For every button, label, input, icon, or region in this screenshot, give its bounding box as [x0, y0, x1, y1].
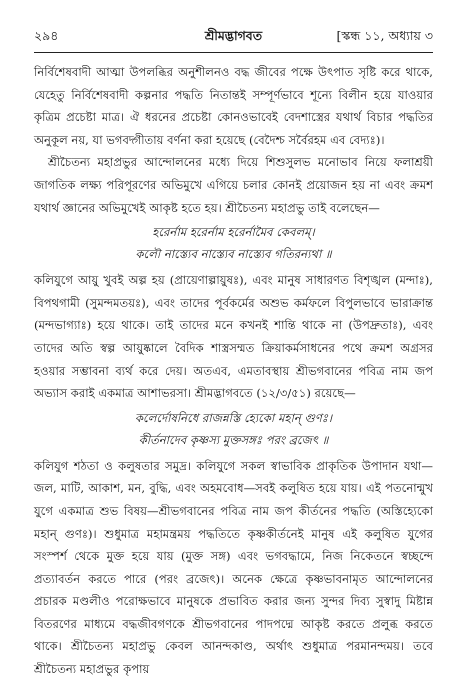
- book-title: শ্রীমদ্ভাগবত: [204, 28, 263, 43]
- paragraph-1: নির্বিশেষবাদী আত্মা উপলব্ধির অনুশীলনও বদ্ধ জীবের পক্ষে উৎপাত সৃষ্টি করে থাকে, যেহেতু নির্বিশেষবাদী কল্পনার পদ্ধতি নিতান্তই সম্পূর্ণভাবে শূন্যে বিলীন হয়ে যাওয়ার কৃত্রিম প্রচেষ্টা মাত্র। ঐ ধরনের প্রচেষ্টা কোনওভাবেই বেদশাস্ত্রের যথার্থ বিচার পদ্ধতির অনুকূল নয়, যা ভগবদ্গীতায় বর্ণনা করা হয়েছে (বেদৈশ্চ সর্বৈরহম এব বেদ্যঃ)।: [34, 65, 433, 147]
- verse-line: হরের্নাম হরের্নাম হরের্নামৈব কেবলম্।: [152, 225, 315, 240]
- paragraph-4: কলিযুগ শঠতা ও কলুষতার সমুদ্র। কলিযুগে সকল স্বাভাবিক প্রাকৃতিক উপাদান যথা—জল, মাটি, আকাশ, মন, বুদ্ধি, এবং অহমবোধ—সবই কলুষিত হয়ে যায়। এই পতনোন্মুখ যুগে একমাত্র শুভ বিষয়—শ্রীভগবানের পবিত্র নাম জপ কীর্তনের পদ্ধতি (অস্তিহ্যেকো মহান্ গুণঃ)। শুধুমাত্র মহামন্ত্রময় পদ্ধতিতে কৃষ্ণকীর্তনেই মানুষ এই কলুষিত যুগের সংস্পর্শ থেকে মুক্ত হয়ে যায় (মুক্ত সঙ্গ) এবং ভগবদ্ধামে, নিজ নিকেতনে স্বচ্ছন্দে প্রত্যাবর্তন করতে পারে (পরং ব্রজেৎ)। অনেক ক্ষেত্রে কৃষ্ণভাবনামৃত আন্দোলনের প্রচারক মণ্ডলীও পরোক্ষভাবে মানুষকে প্রভাবিত করার জন্য সুন্দর দিব্য সুস্বাদু মিষ্টান্ন বিতরণের মাধ্যমে বদ্ধজীবগণকে শ্রীভগবানের পাদপদ্মে আকৃষ্ট করতে প্রলুব্ধ করতে থাকে। শ্রীচৈতন্য মহাপ্রভু কেবল আনন্দকাণ্ড, অর্থাৎ শুধুমাত্র পরমানন্দময়। তবে শ্রীচৈতন্য মহাপ্রভুর কৃপায়: [34, 458, 433, 677]
- verse-line: কীর্তনাদেব কৃষ্ণস্য মুক্তসঙ্গঃ পরং ব্রজেৎ ॥: [138, 432, 329, 447]
- running-header: [34, 28, 433, 50]
- paragraph-3: কলিযুগে আয়ু খুবই অল্প হয় (প্রায়েণাল্পায়ুষঃ), এবং মানুষ সাধারণত বিশৃঙ্খল (মন্দাঃ), বিপথগামী (সুমন্দমতয়ঃ), এবং তাদের পূর্বকর্মের অশুভ কর্মফলে বিপুলভাবে ভারাক্রান্ত (মন্দভাগ্যাঃ) হয়ে থাকে। তাই তাদের মনে কখনই শান্তি থাকে না (উপদ্রুতাঃ), এবং তাদের অতি স্বল্প আয়ুষ্কালে বৈদিক শাস্ত্রসম্মত ক্রিয়াকর্মসাধনের পথে ক্রমশ অগ্রসর হওয়ার সম্ভাবনা ব্যর্থ করে দেয়। অতএব, এমতাবস্থায় শ্রীভগবানের পবিত্র নাম জপ অভ্যাস করাই একমাত্র আশাভরসা। শ্রীমদ্ভাগবতে (১২/৩/৫১) রয়েছে—: [34, 273, 433, 401]
- verse-line: কলের্দোষনিধে রাজন্নস্তি হ্যেকো মহান্ গুণঃ।: [134, 410, 333, 425]
- verse-line: কলৌ নাস্ত্যেব নাস্ত্যেব নাস্ত্যেব গতিরন্যথা ॥: [135, 247, 332, 262]
- header-rule: [34, 52, 433, 53]
- page-number: ২৯৪: [34, 28, 59, 43]
- paragraph-2: শ্রীচৈতন্য মহাপ্রভুর আন্দোলনের মধ্যে দিয়ে শিশুসুলভ মনোভাব নিয়ে ফলাশ্রয়ী জাগতিক লক্ষ্য পরিপূরণের অভিমুখে এগিয়ে চলার কোনই প্রয়োজন হয় না এবং ক্রমশ যথার্থ জ্ঞানের অভিমুখেই আকৃষ্ট হতে হয়। শ্রীচৈতন্য মহাপ্রভু তাই বলেছেন—: [34, 155, 433, 215]
- verse-quote-2: [34, 407, 433, 451]
- verse-quote-1: [34, 221, 433, 265]
- chapter-reference: [স্কন্ধ ১১, অধ্যায় ৩: [336, 28, 433, 43]
